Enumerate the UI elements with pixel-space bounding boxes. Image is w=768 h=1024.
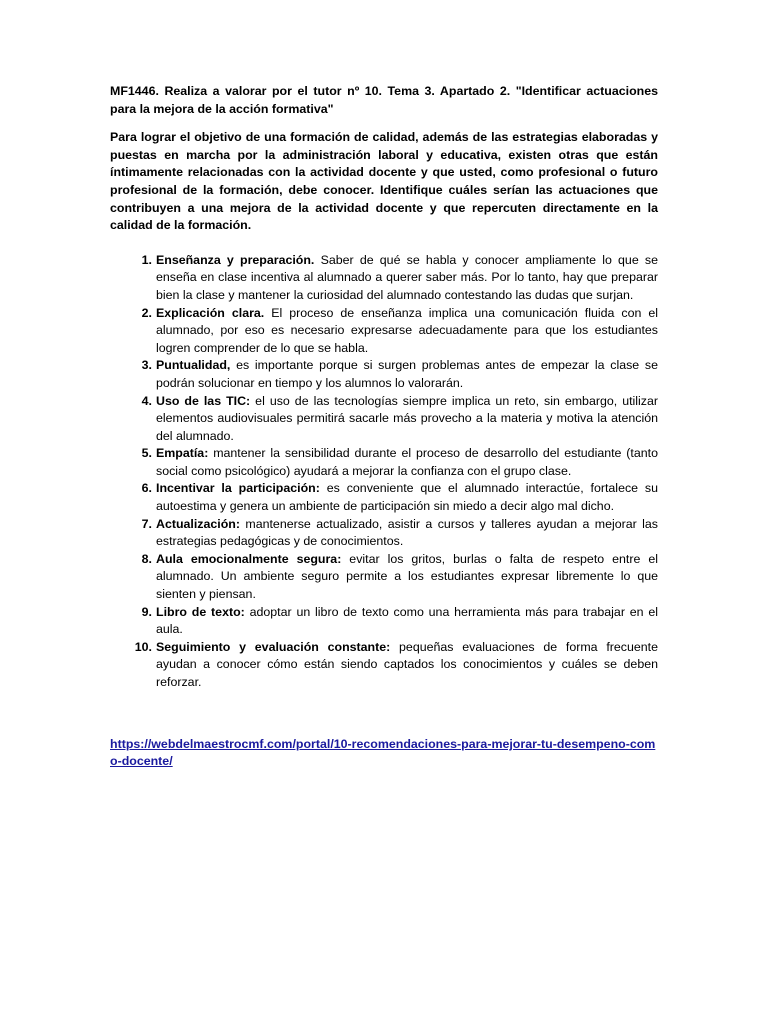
list-item xyxy=(110,604,658,639)
item-text: pequeñas evaluaciones de forma frecuente ayudan a conocer cómo están siendo captados los conocimientos y cuáles se deben reforzar. xyxy=(156,639,659,689)
item-number: 3. xyxy=(141,358,152,373)
item-number: 5. xyxy=(141,446,152,461)
item-term: Enseñanza y preparación. xyxy=(156,252,315,267)
item-term: Aula emocionalmente segura: xyxy=(156,551,342,566)
list-item xyxy=(110,357,658,392)
item-text: El proceso de enseñanza implica una comunicación fluida con el alumnado, por eso es necesario expresarse adecuadamente para que los estudiantes logren comprender de lo que se habla. xyxy=(156,305,658,355)
item-term: Empatía: xyxy=(156,446,209,461)
item-number: 4. xyxy=(141,393,152,408)
item-text: es importante porque si surgen problemas antes de empezar la clase se podrán solucionar en tiempo y los alumnos lo valorarán. xyxy=(156,358,658,390)
list-item xyxy=(110,393,658,446)
list-item xyxy=(110,551,658,604)
list-item xyxy=(110,445,658,480)
item-text: mantener la sensibilidad durante el proceso de desarrollo del estudiante (tanto social como psicológico) ayudará a mejorar la confianza con el grupo clase. xyxy=(156,446,658,478)
item-text: mantenerse actualizado, asistir a cursos y talleres ayudan a mejorar las estrategias pedagógicas y de conocimientos. xyxy=(156,516,658,549)
list-item xyxy=(110,480,658,515)
item-number: 6. xyxy=(141,481,152,496)
list-item xyxy=(110,639,658,692)
item-text: el uso de las tecnologías siempre implica un reto, sin embargo, utilizar elementos audiovisuales permitirá sacarle más provecho a la materia y motiva la atención del alumnado. xyxy=(156,393,658,443)
item-number: 9. xyxy=(141,604,152,619)
item-number: 8. xyxy=(141,551,152,566)
list-item xyxy=(110,305,658,358)
document-heading: MF1446. Realiza a valorar por el tutor nº 10. Tema 3. Apartado 2. "Identificar actuaciones para la mejora de la acción formativa" xyxy=(110,84,658,116)
item-number: 10. xyxy=(134,639,152,654)
item-term: Actualización: xyxy=(156,516,240,531)
item-term: Incentivar la participación: xyxy=(156,481,320,496)
item-number: 1. xyxy=(141,252,152,267)
source-link-block xyxy=(110,736,658,771)
intro-paragraph: Para lograr el objetivo de una formación de calidad, además de las estrategias elaboradas y puestas en marcha por la administración laboral y educativa, existen otras que están íntimamente relacionadas con la actividad docente y que usted, como profesional o futuro profesional de la formación, debe conocer. Identifique cuáles serían las actuaciones que contribuyen a una mejora de la actividad docente y que repercuten directamente en la calidad de la formación. xyxy=(110,130,658,233)
item-number: 7. xyxy=(141,516,152,531)
item-number: 2. xyxy=(141,305,152,320)
item-text: evitar los gritos, burlas o falta de respeto entre el alumnado. Un ambiente seguro permite a los estudiantes expresar libremente lo que sienten y piensan. xyxy=(156,551,658,602)
item-term: Uso de las TIC: xyxy=(156,393,251,408)
item-text: Saber de qué se habla y conocer ampliamente lo que se enseña en clase incentiva al alumnado a querer saber más. Por lo tanto, hay que preparar bien la clase y mantener la curiosidad del alumnado contestando las dudas que surjan. xyxy=(156,252,658,302)
document-page xyxy=(110,83,658,771)
item-term: Libro de texto: xyxy=(156,604,245,619)
list-item xyxy=(110,252,658,305)
item-text: adoptar un libro de texto como una herramienta más para trabajar en el aula. xyxy=(156,604,658,637)
list-item xyxy=(110,516,658,551)
recommendations-list xyxy=(110,252,658,692)
item-term: Seguimiento y evaluación constante: xyxy=(156,639,391,654)
source-link[interactable]: https://webdelmaestrocmf.com/portal/10-recomendaciones-para-mejorar-tu-desempeno-como-docente/ xyxy=(110,736,656,769)
item-text: es conveniente que el alumnado interactúe, fortalece su autoestima y genera un ambiente de participación sin miedo a decir algo mal dicho. xyxy=(156,481,659,514)
item-term: Explicación clara. xyxy=(156,305,265,320)
item-term: Puntualidad, xyxy=(156,358,231,373)
